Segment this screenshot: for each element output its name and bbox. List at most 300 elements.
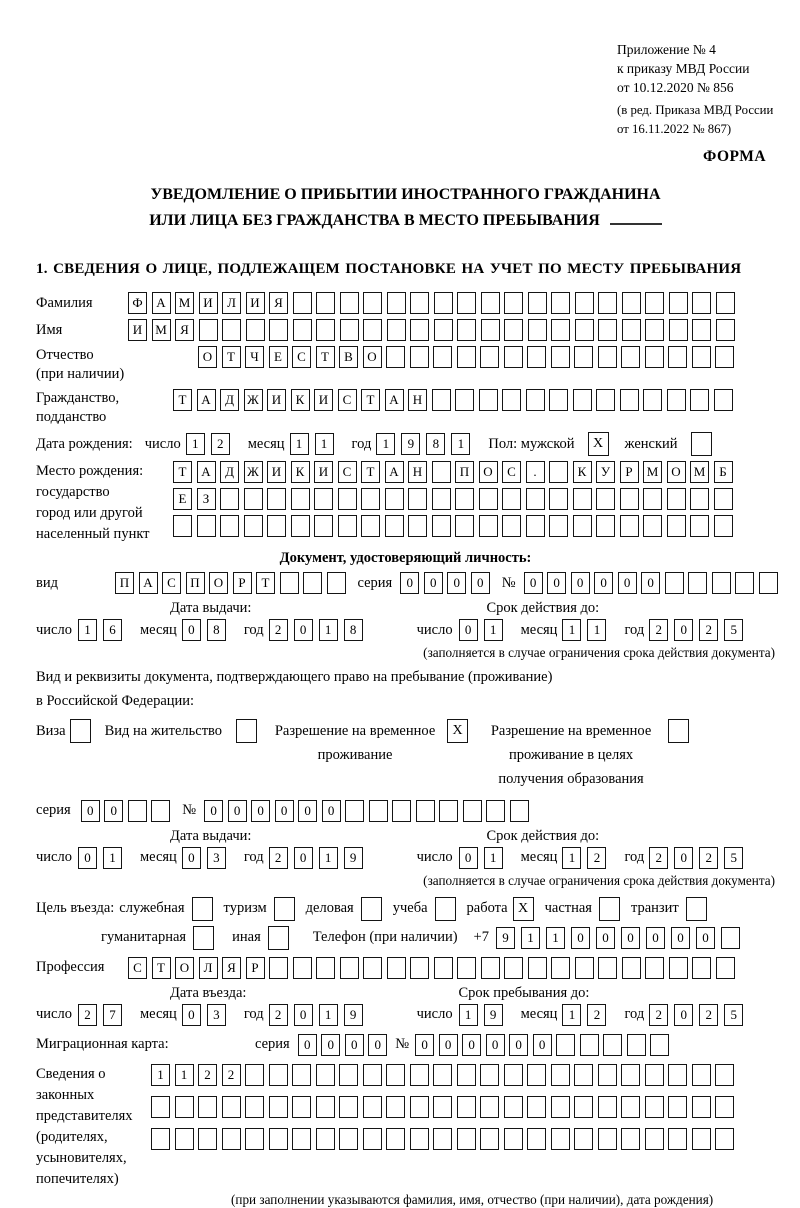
char-cell[interactable]: Т [152,957,171,979]
char-cell[interactable]: 3 [207,847,226,869]
char-cell[interactable] [573,488,592,510]
char-cell[interactable]: Ж [244,461,263,483]
char-cell[interactable]: 8 [426,433,445,455]
char-cell[interactable]: 0 [596,927,615,949]
char-cell[interactable] [338,515,357,537]
char-cell[interactable] [598,1128,617,1150]
char-cell[interactable]: 2 [649,1004,668,1026]
char-cell[interactable] [480,1064,499,1086]
char-cell[interactable] [280,572,299,594]
char-cell[interactable]: 0 [571,572,590,594]
char-cell[interactable]: Е [269,346,288,368]
char-cell[interactable]: 2 [198,1064,217,1086]
char-cell[interactable] [692,292,711,314]
char-cell[interactable] [622,957,641,979]
char-cell[interactable] [463,800,482,822]
char-cell[interactable] [504,1128,523,1150]
char-cell[interactable]: 0 [447,572,466,594]
char-cell[interactable] [340,319,359,341]
char-cell[interactable] [269,1096,288,1118]
purpose-study-checkbox[interactable] [435,897,456,921]
char-cell[interactable]: 0 [471,572,490,594]
char-cell[interactable]: 1 [103,847,122,869]
char-cell[interactable]: 5 [724,1004,743,1026]
char-cell[interactable] [715,1096,734,1118]
char-cell[interactable] [327,572,346,594]
char-cell[interactable] [291,515,310,537]
purpose-official-checkbox[interactable] [192,897,213,921]
char-cell[interactable] [650,1034,669,1056]
char-cell[interactable] [502,389,521,411]
char-cell[interactable]: О [175,957,194,979]
char-cell[interactable] [267,488,286,510]
char-cell[interactable] [551,1128,570,1150]
char-cell[interactable] [596,488,615,510]
char-cell[interactable] [345,800,364,822]
char-cell[interactable] [715,1064,734,1086]
char-cell[interactable]: 1 [319,1004,338,1026]
char-cell[interactable]: 1 [546,927,565,949]
char-cell[interactable]: 0 [459,619,478,641]
option-residence-permit-checkbox[interactable] [236,719,257,743]
char-cell[interactable] [669,292,688,314]
char-cell[interactable] [621,346,640,368]
char-cell[interactable]: 1 [319,847,338,869]
char-cell[interactable] [549,488,568,510]
char-cell[interactable]: 1 [319,619,338,641]
char-cell[interactable] [387,957,406,979]
char-cell[interactable] [432,461,451,483]
char-cell[interactable]: М [690,461,709,483]
char-cell[interactable] [151,1128,170,1150]
char-cell[interactable]: П [186,572,205,594]
char-cell[interactable]: 1 [484,619,503,641]
char-cell[interactable]: 0 [459,847,478,869]
char-cell[interactable] [575,957,594,979]
char-cell[interactable]: . [526,461,545,483]
char-cell[interactable] [432,389,451,411]
char-cell[interactable] [269,319,288,341]
char-cell[interactable]: 2 [269,1004,288,1026]
char-cell[interactable] [598,346,617,368]
char-cell[interactable] [596,389,615,411]
char-cell[interactable] [528,957,547,979]
purpose-tourism-checkbox[interactable] [274,897,295,921]
char-cell[interactable]: У [596,461,615,483]
char-cell[interactable]: 0 [415,1034,434,1056]
char-cell[interactable] [526,389,545,411]
char-cell[interactable] [480,346,499,368]
option-visa-checkbox[interactable] [70,719,91,743]
char-cell[interactable] [580,1034,599,1056]
char-cell[interactable] [433,346,452,368]
char-cell[interactable]: 0 [439,1034,458,1056]
char-cell[interactable] [416,800,435,822]
char-cell[interactable]: 0 [182,619,201,641]
char-cell[interactable]: 1 [459,1004,478,1026]
char-cell[interactable]: 2 [222,1064,241,1086]
char-cell[interactable] [151,1096,170,1118]
char-cell[interactable] [392,800,411,822]
char-cell[interactable] [716,292,735,314]
char-cell[interactable]: 0 [182,1004,201,1026]
char-cell[interactable] [386,1128,405,1150]
char-cell[interactable] [622,292,641,314]
char-cell[interactable]: 2 [587,847,606,869]
char-cell[interactable] [340,957,359,979]
purpose-transit-checkbox[interactable] [686,897,707,921]
char-cell[interactable] [551,319,570,341]
char-cell[interactable]: И [314,389,333,411]
char-cell[interactable]: 0 [696,927,715,949]
char-cell[interactable] [551,346,570,368]
char-cell[interactable]: 7 [103,1004,122,1026]
char-cell[interactable] [620,515,639,537]
char-cell[interactable] [455,389,474,411]
char-cell[interactable]: 0 [104,800,123,822]
char-cell[interactable] [432,515,451,537]
char-cell[interactable] [645,1128,664,1150]
char-cell[interactable] [759,572,778,594]
option-temp-residence-education-checkbox[interactable] [668,719,689,743]
char-cell[interactable] [410,292,429,314]
char-cell[interactable] [246,319,265,341]
char-cell[interactable] [575,319,594,341]
char-cell[interactable]: С [292,346,311,368]
char-cell[interactable] [527,1096,546,1118]
char-cell[interactable]: К [573,461,592,483]
char-cell[interactable]: 0 [671,927,690,949]
char-cell[interactable] [340,292,359,314]
char-cell[interactable]: 0 [294,619,313,641]
purpose-other-checkbox[interactable] [268,926,289,950]
char-cell[interactable] [596,515,615,537]
char-cell[interactable]: О [209,572,228,594]
char-cell[interactable] [715,1128,734,1150]
char-cell[interactable]: 1 [521,927,540,949]
char-cell[interactable]: В [339,346,358,368]
char-cell[interactable]: 2 [211,433,230,455]
char-cell[interactable] [621,1128,640,1150]
char-cell[interactable]: А [385,461,404,483]
char-cell[interactable]: Е [173,488,192,510]
char-cell[interactable] [603,1034,622,1056]
char-cell[interactable]: 0 [509,1034,528,1056]
char-cell[interactable] [598,957,617,979]
char-cell[interactable]: 1 [290,433,309,455]
char-cell[interactable]: 0 [618,572,637,594]
char-cell[interactable] [620,488,639,510]
char-cell[interactable]: 0 [81,800,100,822]
char-cell[interactable] [387,319,406,341]
char-cell[interactable] [244,515,263,537]
char-cell[interactable]: О [667,461,686,483]
char-cell[interactable]: 5 [724,619,743,641]
char-cell[interactable] [363,1064,382,1086]
char-cell[interactable] [432,488,451,510]
char-cell[interactable] [151,800,170,822]
char-cell[interactable]: К [291,461,310,483]
char-cell[interactable]: 8 [344,619,363,641]
char-cell[interactable] [434,319,453,341]
char-cell[interactable] [574,1096,593,1118]
char-cell[interactable] [688,572,707,594]
char-cell[interactable]: Т [361,461,380,483]
char-cell[interactable] [434,957,453,979]
char-cell[interactable]: 1 [78,619,97,641]
char-cell[interactable] [668,346,687,368]
char-cell[interactable] [363,319,382,341]
char-cell[interactable]: 1 [151,1064,170,1086]
char-cell[interactable] [128,800,147,822]
sex-male-checkbox[interactable]: X [588,432,609,456]
char-cell[interactable] [627,1034,646,1056]
char-cell[interactable]: 9 [344,847,363,869]
char-cell[interactable]: К [291,389,310,411]
option-temp-residence-checkbox[interactable]: X [447,719,468,743]
char-cell[interactable]: С [128,957,147,979]
char-cell[interactable]: С [338,461,357,483]
char-cell[interactable] [433,1128,452,1150]
char-cell[interactable] [481,957,500,979]
char-cell[interactable] [410,1128,429,1150]
char-cell[interactable] [667,515,686,537]
char-cell[interactable]: 9 [484,1004,503,1026]
char-cell[interactable]: И [267,461,286,483]
char-cell[interactable] [387,292,406,314]
char-cell[interactable]: Я [222,957,241,979]
char-cell[interactable]: 0 [646,927,665,949]
sex-female-checkbox[interactable] [691,432,712,456]
char-cell[interactable] [198,1096,217,1118]
char-cell[interactable] [433,1064,452,1086]
char-cell[interactable] [526,515,545,537]
char-cell[interactable] [410,319,429,341]
char-cell[interactable] [527,346,546,368]
char-cell[interactable]: 1 [562,619,581,641]
char-cell[interactable] [598,1064,617,1086]
char-cell[interactable]: 0 [298,800,317,822]
char-cell[interactable]: 1 [562,1004,581,1026]
char-cell[interactable]: Ф [128,292,147,314]
char-cell[interactable] [715,346,734,368]
char-cell[interactable] [504,319,523,341]
char-cell[interactable] [293,292,312,314]
char-cell[interactable] [457,346,476,368]
char-cell[interactable] [665,572,684,594]
char-cell[interactable] [573,515,592,537]
char-cell[interactable] [598,292,617,314]
char-cell[interactable]: О [198,346,217,368]
char-cell[interactable] [574,1128,593,1150]
char-cell[interactable] [316,292,335,314]
char-cell[interactable] [692,1064,711,1086]
char-cell[interactable] [457,957,476,979]
char-cell[interactable] [220,515,239,537]
char-cell[interactable] [269,1128,288,1150]
char-cell[interactable]: И [199,292,218,314]
char-cell[interactable] [408,515,427,537]
char-cell[interactable] [361,515,380,537]
char-cell[interactable] [504,957,523,979]
char-cell[interactable] [692,1096,711,1118]
char-cell[interactable] [598,1096,617,1118]
char-cell[interactable]: Т [222,346,241,368]
char-cell[interactable] [620,389,639,411]
char-cell[interactable] [314,515,333,537]
char-cell[interactable] [316,1096,335,1118]
char-cell[interactable] [244,488,263,510]
char-cell[interactable] [303,572,322,594]
char-cell[interactable] [457,1128,476,1150]
char-cell[interactable]: 2 [587,1004,606,1026]
char-cell[interactable] [721,927,740,949]
char-cell[interactable]: 0 [368,1034,387,1056]
char-cell[interactable] [551,1064,570,1086]
char-cell[interactable] [481,292,500,314]
char-cell[interactable] [386,1096,405,1118]
char-cell[interactable] [479,515,498,537]
char-cell[interactable]: Ж [244,389,263,411]
char-cell[interactable] [408,488,427,510]
char-cell[interactable]: М [152,319,171,341]
char-cell[interactable] [667,389,686,411]
char-cell[interactable]: 0 [674,847,693,869]
char-cell[interactable] [410,1096,429,1118]
char-cell[interactable]: И [267,389,286,411]
char-cell[interactable] [502,488,521,510]
char-cell[interactable]: 0 [78,847,97,869]
char-cell[interactable]: 0 [424,572,443,594]
char-cell[interactable]: 1 [376,433,395,455]
char-cell[interactable]: 1 [484,847,503,869]
char-cell[interactable]: Д [220,461,239,483]
char-cell[interactable] [527,1064,546,1086]
char-cell[interactable] [645,319,664,341]
char-cell[interactable] [292,1064,311,1086]
char-cell[interactable]: Я [269,292,288,314]
char-cell[interactable]: 6 [103,619,122,641]
char-cell[interactable] [667,488,686,510]
char-cell[interactable] [361,488,380,510]
char-cell[interactable]: Д [220,389,239,411]
char-cell[interactable] [293,957,312,979]
char-cell[interactable] [457,319,476,341]
char-cell[interactable]: 0 [486,1034,505,1056]
char-cell[interactable] [668,1064,687,1086]
char-cell[interactable] [292,1096,311,1118]
char-cell[interactable] [714,488,733,510]
char-cell[interactable]: 0 [294,1004,313,1026]
char-cell[interactable] [291,488,310,510]
char-cell[interactable] [173,515,192,537]
char-cell[interactable] [712,572,731,594]
char-cell[interactable]: 0 [674,1004,693,1026]
char-cell[interactable]: 2 [699,1004,718,1026]
char-cell[interactable]: Н [408,389,427,411]
char-cell[interactable] [526,488,545,510]
char-cell[interactable]: 1 [175,1064,194,1086]
char-cell[interactable]: О [363,346,382,368]
char-cell[interactable] [692,319,711,341]
char-cell[interactable] [222,1096,241,1118]
char-cell[interactable]: 1 [186,433,205,455]
char-cell[interactable] [668,1096,687,1118]
char-cell[interactable] [245,1064,264,1086]
char-cell[interactable] [598,319,617,341]
char-cell[interactable] [338,488,357,510]
char-cell[interactable] [669,319,688,341]
char-cell[interactable] [175,1128,194,1150]
char-cell[interactable] [504,346,523,368]
char-cell[interactable] [316,957,335,979]
char-cell[interactable] [549,515,568,537]
char-cell[interactable] [339,1064,358,1086]
char-cell[interactable] [714,389,733,411]
char-cell[interactable]: 0 [547,572,566,594]
char-cell[interactable]: 0 [204,800,223,822]
char-cell[interactable] [575,292,594,314]
char-cell[interactable] [339,1128,358,1150]
char-cell[interactable] [556,1034,575,1056]
char-cell[interactable] [504,1096,523,1118]
char-cell[interactable] [222,1128,241,1150]
char-cell[interactable]: О [479,461,498,483]
char-cell[interactable] [692,957,711,979]
char-cell[interactable] [690,515,709,537]
char-cell[interactable]: Р [246,957,265,979]
char-cell[interactable]: 2 [269,619,288,641]
char-cell[interactable] [410,346,429,368]
char-cell[interactable]: 0 [524,572,543,594]
char-cell[interactable]: А [385,389,404,411]
char-cell[interactable] [198,1128,217,1150]
char-cell[interactable] [643,488,662,510]
char-cell[interactable] [549,461,568,483]
char-cell[interactable]: П [455,461,474,483]
char-cell[interactable] [433,1096,452,1118]
char-cell[interactable] [293,319,312,341]
char-cell[interactable] [716,319,735,341]
char-cell[interactable]: С [338,389,357,411]
char-cell[interactable]: 2 [269,847,288,869]
char-cell[interactable] [479,488,498,510]
char-cell[interactable] [480,1096,499,1118]
char-cell[interactable]: Ч [245,346,264,368]
char-cell[interactable]: С [162,572,181,594]
char-cell[interactable]: 0 [251,800,270,822]
char-cell[interactable] [363,292,382,314]
char-cell[interactable]: 0 [345,1034,364,1056]
char-cell[interactable]: 0 [294,847,313,869]
char-cell[interactable] [222,319,241,341]
char-cell[interactable] [690,488,709,510]
char-cell[interactable]: 0 [674,619,693,641]
char-cell[interactable] [669,957,688,979]
char-cell[interactable] [504,1064,523,1086]
char-cell[interactable] [385,515,404,537]
char-cell[interactable] [363,1128,382,1150]
char-cell[interactable] [622,319,641,341]
char-cell[interactable] [369,800,388,822]
char-cell[interactable] [220,488,239,510]
char-cell[interactable]: 0 [182,847,201,869]
char-cell[interactable]: 2 [78,1004,97,1026]
char-cell[interactable]: М [643,461,662,483]
char-cell[interactable]: С [502,461,521,483]
char-cell[interactable] [481,319,500,341]
char-cell[interactable]: Б [714,461,733,483]
